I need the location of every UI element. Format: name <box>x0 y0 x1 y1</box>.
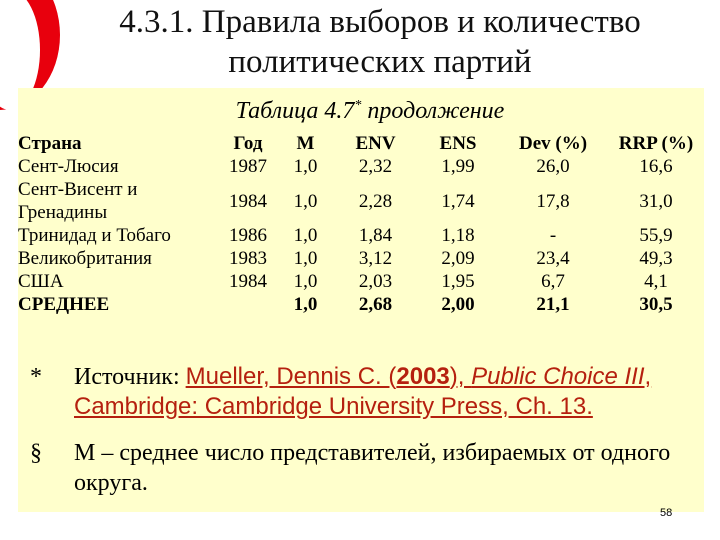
header-year: Год <box>233 133 263 154</box>
table-caption <box>180 90 560 127</box>
cell-country: СРЕДНЕЕ <box>18 294 110 315</box>
cell-env: 1,84 <box>358 225 393 246</box>
m-definition-text: М – среднее число представителей, избираемых от одного округа. <box>74 440 671 496</box>
elections-table <box>18 132 704 316</box>
cell-rrp: 30,5 <box>639 294 673 315</box>
cell-year <box>218 293 278 316</box>
cell-country: США <box>18 271 64 292</box>
header-ens: ENS <box>439 133 477 154</box>
cell-m: 1,0 <box>293 156 318 177</box>
source-citation-link[interactable]: Mueller, Dennis C. (2003), Public Choice III, Cambridge: Cambridge University Press, Ch. 13. <box>74 363 652 420</box>
cell-year: 1983 <box>229 248 267 269</box>
cell-env: 2,32 <box>358 156 393 177</box>
cell-ens: 1,74 <box>441 190 475 212</box>
cell-m: 1,0 <box>293 190 318 212</box>
header-rrp: RRP (%) <box>618 133 694 154</box>
cell-rrp: 49,3 <box>639 248 673 269</box>
cell-year: 1984 <box>229 190 267 212</box>
cell-dev: 17,8 <box>536 190 570 212</box>
page-number: 58 <box>660 507 673 519</box>
header-dev: Dev (%) <box>518 133 588 154</box>
caption-footnote-mark: * <box>354 98 362 113</box>
table-row <box>18 270 704 293</box>
caption-text: Таблица 4.7 <box>235 98 355 124</box>
cell-year: 1987 <box>229 156 267 177</box>
cell-m: 1,0 <box>293 294 318 315</box>
header-env: ENV <box>355 133 396 154</box>
cell-m: 1,0 <box>293 248 318 269</box>
source-note-text <box>74 362 700 422</box>
cell-dev: 23,4 <box>536 248 570 269</box>
cell-ens: 1,95 <box>441 271 475 292</box>
table-average-row <box>18 293 704 316</box>
source-note <box>30 362 700 424</box>
cell-year: 1986 <box>229 225 267 246</box>
header-country: Страна <box>18 133 82 154</box>
cell-country: Сент-Люсия <box>18 156 119 177</box>
table-row <box>18 178 704 224</box>
cell-env: 2,28 <box>358 190 393 212</box>
cell-ens: 1,18 <box>441 225 475 246</box>
table-row <box>18 155 704 178</box>
cell-country: Тринидад и Тобаго <box>18 225 171 246</box>
caption-tail: продолжение <box>361 98 505 124</box>
cell-m: 1,0 <box>293 271 318 292</box>
cell-ens: 2,09 <box>441 248 475 269</box>
header-m: M <box>296 133 315 154</box>
bullet-marker: § <box>30 440 42 466</box>
cell-m: 1,0 <box>293 225 318 246</box>
cell-ens: 2,00 <box>441 294 475 315</box>
cell-rrp: 4,1 <box>644 271 668 292</box>
cell-env: 2,03 <box>358 271 393 292</box>
cell-rrp: 55,9 <box>639 225 673 246</box>
cell-dev: 6,7 <box>541 271 565 292</box>
cell-ens: 1,99 <box>441 156 475 177</box>
cell-dev: 26,0 <box>536 156 570 177</box>
source-prefix: Источник: <box>74 364 186 390</box>
cell-env: 2,68 <box>358 294 393 315</box>
table-row <box>18 224 704 247</box>
m-definition-note <box>30 438 700 502</box>
cell-rrp: 16,6 <box>639 156 673 177</box>
cell-env: 3,12 <box>358 248 393 269</box>
table-row <box>18 247 704 270</box>
cell-country: Сент-Висент и Гренадины <box>18 179 138 223</box>
cell-rrp: 31,0 <box>639 190 673 212</box>
source-note-marker: * <box>30 364 42 390</box>
cell-year: 1984 <box>229 271 267 292</box>
slide-title: 4.3.1. Правила выборов и количество политических партий <box>119 4 641 80</box>
table-header-row <box>18 132 704 155</box>
cell-dev: - <box>549 225 557 246</box>
cell-country: Великобритания <box>18 248 152 269</box>
cell-dev: 21,1 <box>536 294 570 315</box>
